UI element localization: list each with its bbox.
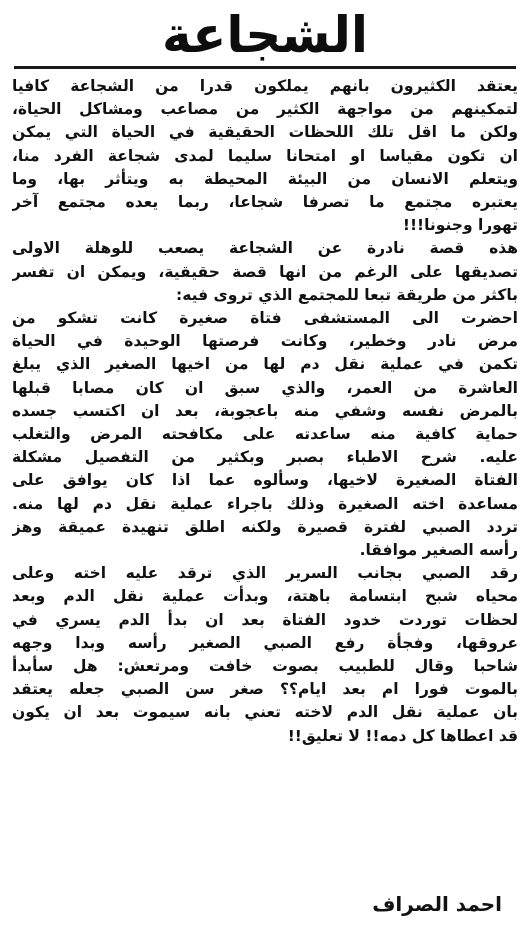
text-line: حماية كافية منه ساعدته على مكافحته المرض والتغلب [12,425,518,444]
text-line: هذه قصة نادرة عن الشجاعة يصعب للوهلة الاولى [12,239,518,258]
text-line: رأسه الصغير موافقا. [359,541,518,560]
text-line: تردد الصبي لفترة قصيرة ولكنه اطلق تنهيدة عميقة وهز [12,517,518,536]
text-line: باكثر من طريقة تبعا للمجتمع الذي تروى فيه: [176,285,518,304]
text-line: شاحبا وقال للطبيب بصوت خافت ومرتعش: هل سأبدأ [12,657,518,676]
text-line: تصديقها على الرغم من انها قصة حقيقية، ويمكن ان تفسر [12,262,518,281]
text-line: تكمن في عملية نقل دم لها من اخيها الصغير الذي يبلغ [12,355,518,374]
text-line: لحظات توردت خدود الفتاة بعد ان بدأ الدم يسري في [12,610,518,629]
text-line: يعتقد الكثيرون بانهم يملكون قدرا من الشجاعة كافيا [12,77,518,95]
text-line: احضرت الى المستشفى فتاة صغيرة كانت تشكو من [12,309,518,328]
paragraph-1 [12,75,518,237]
text-line: الفتاة الصغيرة لاخيها، وسألوه عما اذا كان يوافق على [12,471,518,490]
text-line: ويتعلم الانسان من البيئة المحيطة به ويتأثر بها، وما [12,169,518,188]
text-line: بالموت فورا ام بعد ايام؟؟ صغر سن الصبي جعله يعتقد [12,680,518,699]
paragraph-3 [12,307,518,562]
text-line: العاشرة من العمر، والذي سبق ان كان مصابا قبلها [12,378,518,397]
text-line: عروقها، وفجأة رفع الصبي الصغير رأسه وبدا وجهه [12,633,518,652]
paragraph-4 [12,562,518,748]
title-divider [14,66,516,69]
article-body [12,75,518,748]
text-line: ولكن ما اقل تلك اللحظات الحقيقية في الحياة التي يمكن [12,123,518,142]
author-name: احمد الصراف [372,892,502,916]
text-line: يعتبره مجتمع ما تصرفا شجاعا، ربما يعده مجتمع آخر [12,193,518,212]
text-line: ان تكون مقياسا او امتحانا سليما لمدى شجاعة الفرد منا، [12,146,518,165]
text-line: مرض نادر وخطير، وكانت فرصتها الوحيدة في الحياة [12,332,518,351]
text-line: مساعدة اخته الصغيرة وذلك باجراء عملية نقل دم لها منه. [12,494,518,513]
article-title: الشجاعة [161,6,369,64]
paragraph-2 [12,237,518,307]
text-line: بان عملية نقل الدم لاخته تعني بانه سيموت بعد ان يكون [12,703,518,722]
text-line: بالمرض نفسه وشفي منه باعجوبة، بعد ان اكتسب جسده [12,401,518,420]
text-line: رقد الصبي بجانب السرير الذي ترقد عليه اخته وعلى [12,564,518,583]
text-line: عليه. شرح الاطباء بصبر وبكثير من التفصيل مشكلة [12,448,518,467]
text-line: محياه شبح ابتسامة باهتة، وبدأت عملية نقل الدم وبعد [12,587,518,606]
text-line: لتمكينهم من مواجهة الكثير من مصاعب ومشاكل الحياة، [12,100,518,119]
text-line: تهورا وجنونا!!! [402,216,518,235]
text-line: قد اعطاها كل دمه!! لا تعليق!! [287,726,518,745]
